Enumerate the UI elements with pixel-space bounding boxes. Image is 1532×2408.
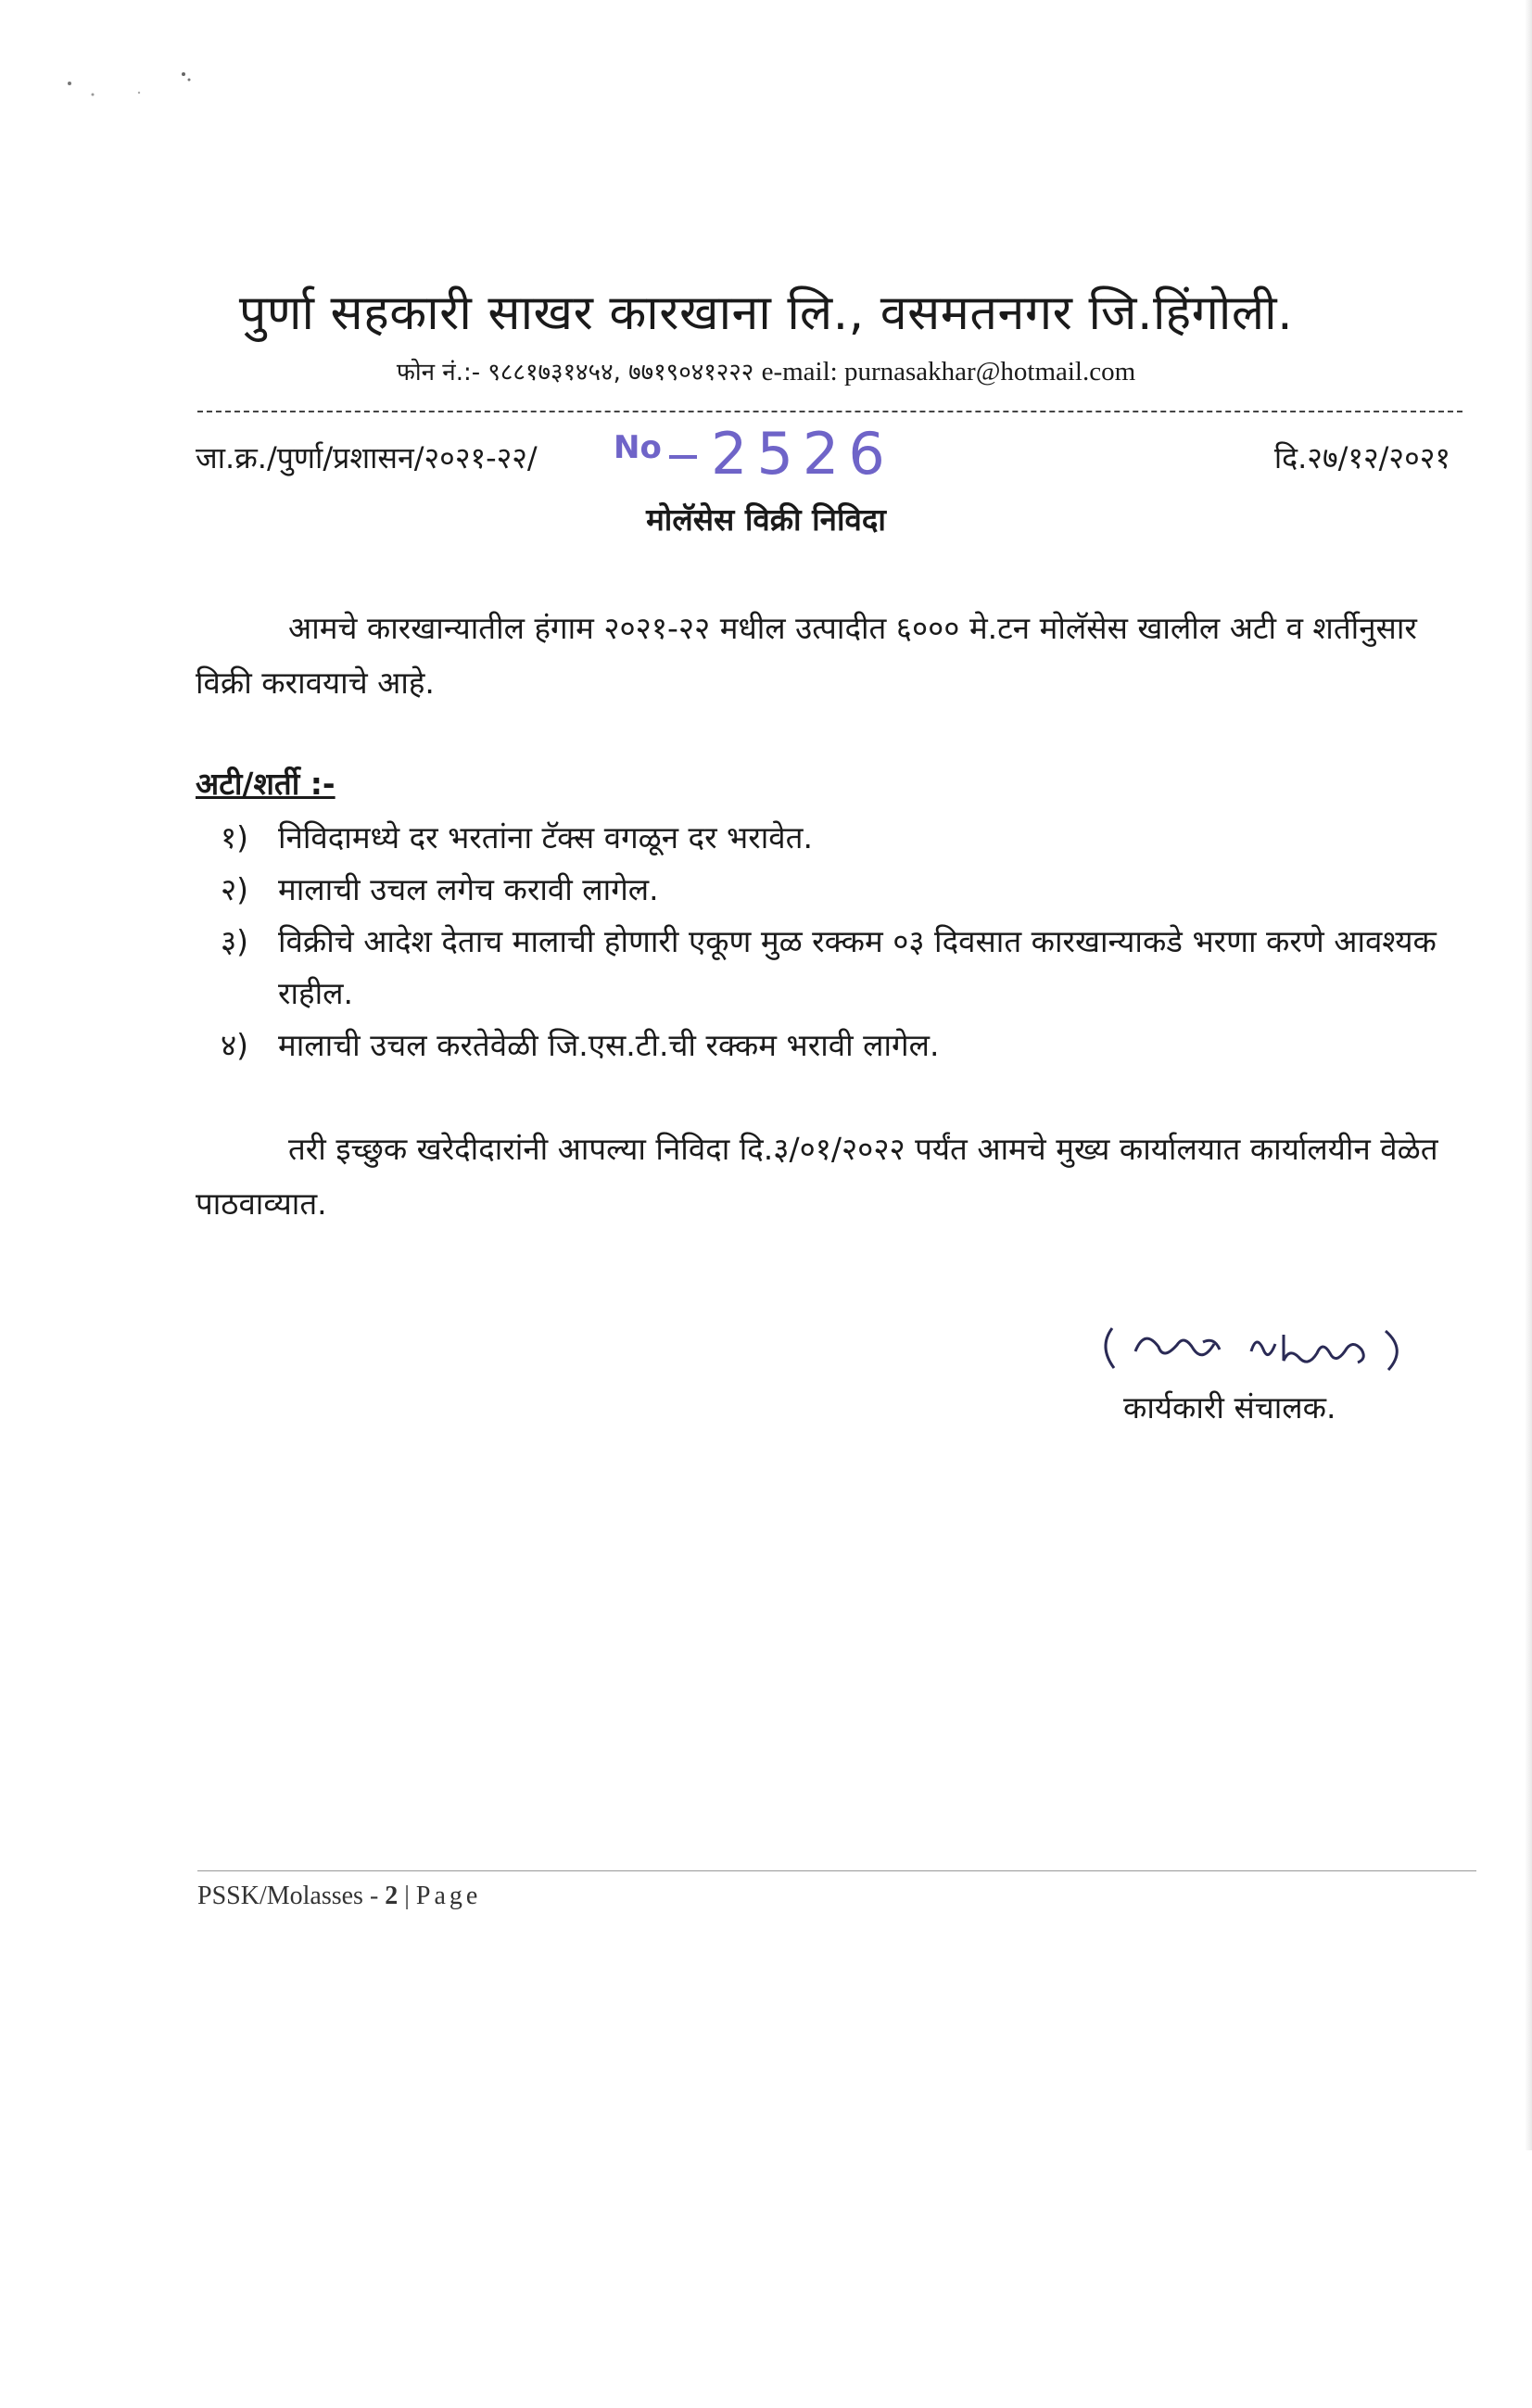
condition-number: १) (221, 819, 249, 855)
condition-item (221, 812, 1472, 864)
condition-text: मालाची उचल करतेवेळी जि.एस.टी.ची रक्कम भरावी लागेल. (278, 1027, 940, 1063)
footer-divider (197, 1870, 1476, 1871)
inward-stamp (614, 422, 892, 491)
scan-specks (65, 65, 213, 102)
condition-number: ३) (221, 923, 249, 959)
email-address: e-mail: purnasakhar@hotmail.com (761, 357, 1136, 387)
stamp-prefix: No (614, 429, 662, 466)
closing-paragraph (196, 1122, 1475, 1231)
stamp-dash (669, 455, 697, 459)
condition-text: मालाची उचल लगेच करावी लागेल. (278, 871, 659, 907)
contact-line (0, 354, 1532, 387)
condition-item (221, 916, 1472, 1020)
condition-text: विक्रीचे आदेश देताच मालाची होणारी एकूण मुळ रक्कम ०३ दिवसात कारखान्याकडे भरणा करणे आवश्यक राहील. (278, 923, 1437, 1011)
closing-text: तरी इच्छुक खरेदीदारांनी आपल्या निविदा दि.३/०१/२०२२ पर्यंत आमचे मुख्य कार्यालयात कार्यालयीन वेळेत पाठवाव्यात. (196, 1131, 1438, 1222)
phone-numbers: फोन नं.:- ९८८१७३१४५४, ७७१९०४१२२२ (396, 359, 754, 387)
intro-paragraph (196, 601, 1475, 710)
intro-text: आमचे कारखान्यातील हंगाम २०२१-२२ मधील उत्पादीत ६००० मे.टन मोलॅसेस खालील अटी व शर्तीनुसार विक्री करावयाचे आहे. (196, 610, 1417, 701)
signatory-designation: कार्यकारी संचालक. (1123, 1389, 1336, 1426)
page-footer (197, 1882, 481, 1911)
letter-date: दि.२७/१२/२०२१ (1273, 440, 1450, 475)
footer-page-number: 2 (385, 1882, 399, 1910)
reference-number: जा.क्र./पुर्णा/प्रशासन/२०२१-२२/ (196, 440, 538, 475)
footer-separator: | (398, 1882, 416, 1910)
condition-number: २) (221, 871, 249, 907)
conditions-list (221, 812, 1472, 1071)
condition-item (221, 864, 1472, 916)
stamp-number: 2526 (711, 420, 894, 488)
scan-edge-shadow (1525, 0, 1532, 2150)
header-divider (197, 411, 1462, 412)
handwritten-signature (1094, 1314, 1427, 1379)
subject-heading: मोलॅसेस विक्री निविदा (646, 501, 886, 538)
condition-item (221, 1020, 1472, 1071)
org-title: पुर्णा सहकारी साखर कारखाना लि., वसमतनगर जि.हिंगोली. (238, 285, 1294, 341)
footer-page-label: Page (415, 1882, 482, 1910)
condition-number: ४) (221, 1027, 249, 1063)
conditions-heading: अटी/शर्ती :- (196, 766, 336, 802)
footer-doc-id: PSSK/Molasses - (197, 1882, 386, 1910)
condition-text: निविदामध्ये दर भरतांना टॅक्स वगळून दर भरावेत. (278, 819, 813, 855)
